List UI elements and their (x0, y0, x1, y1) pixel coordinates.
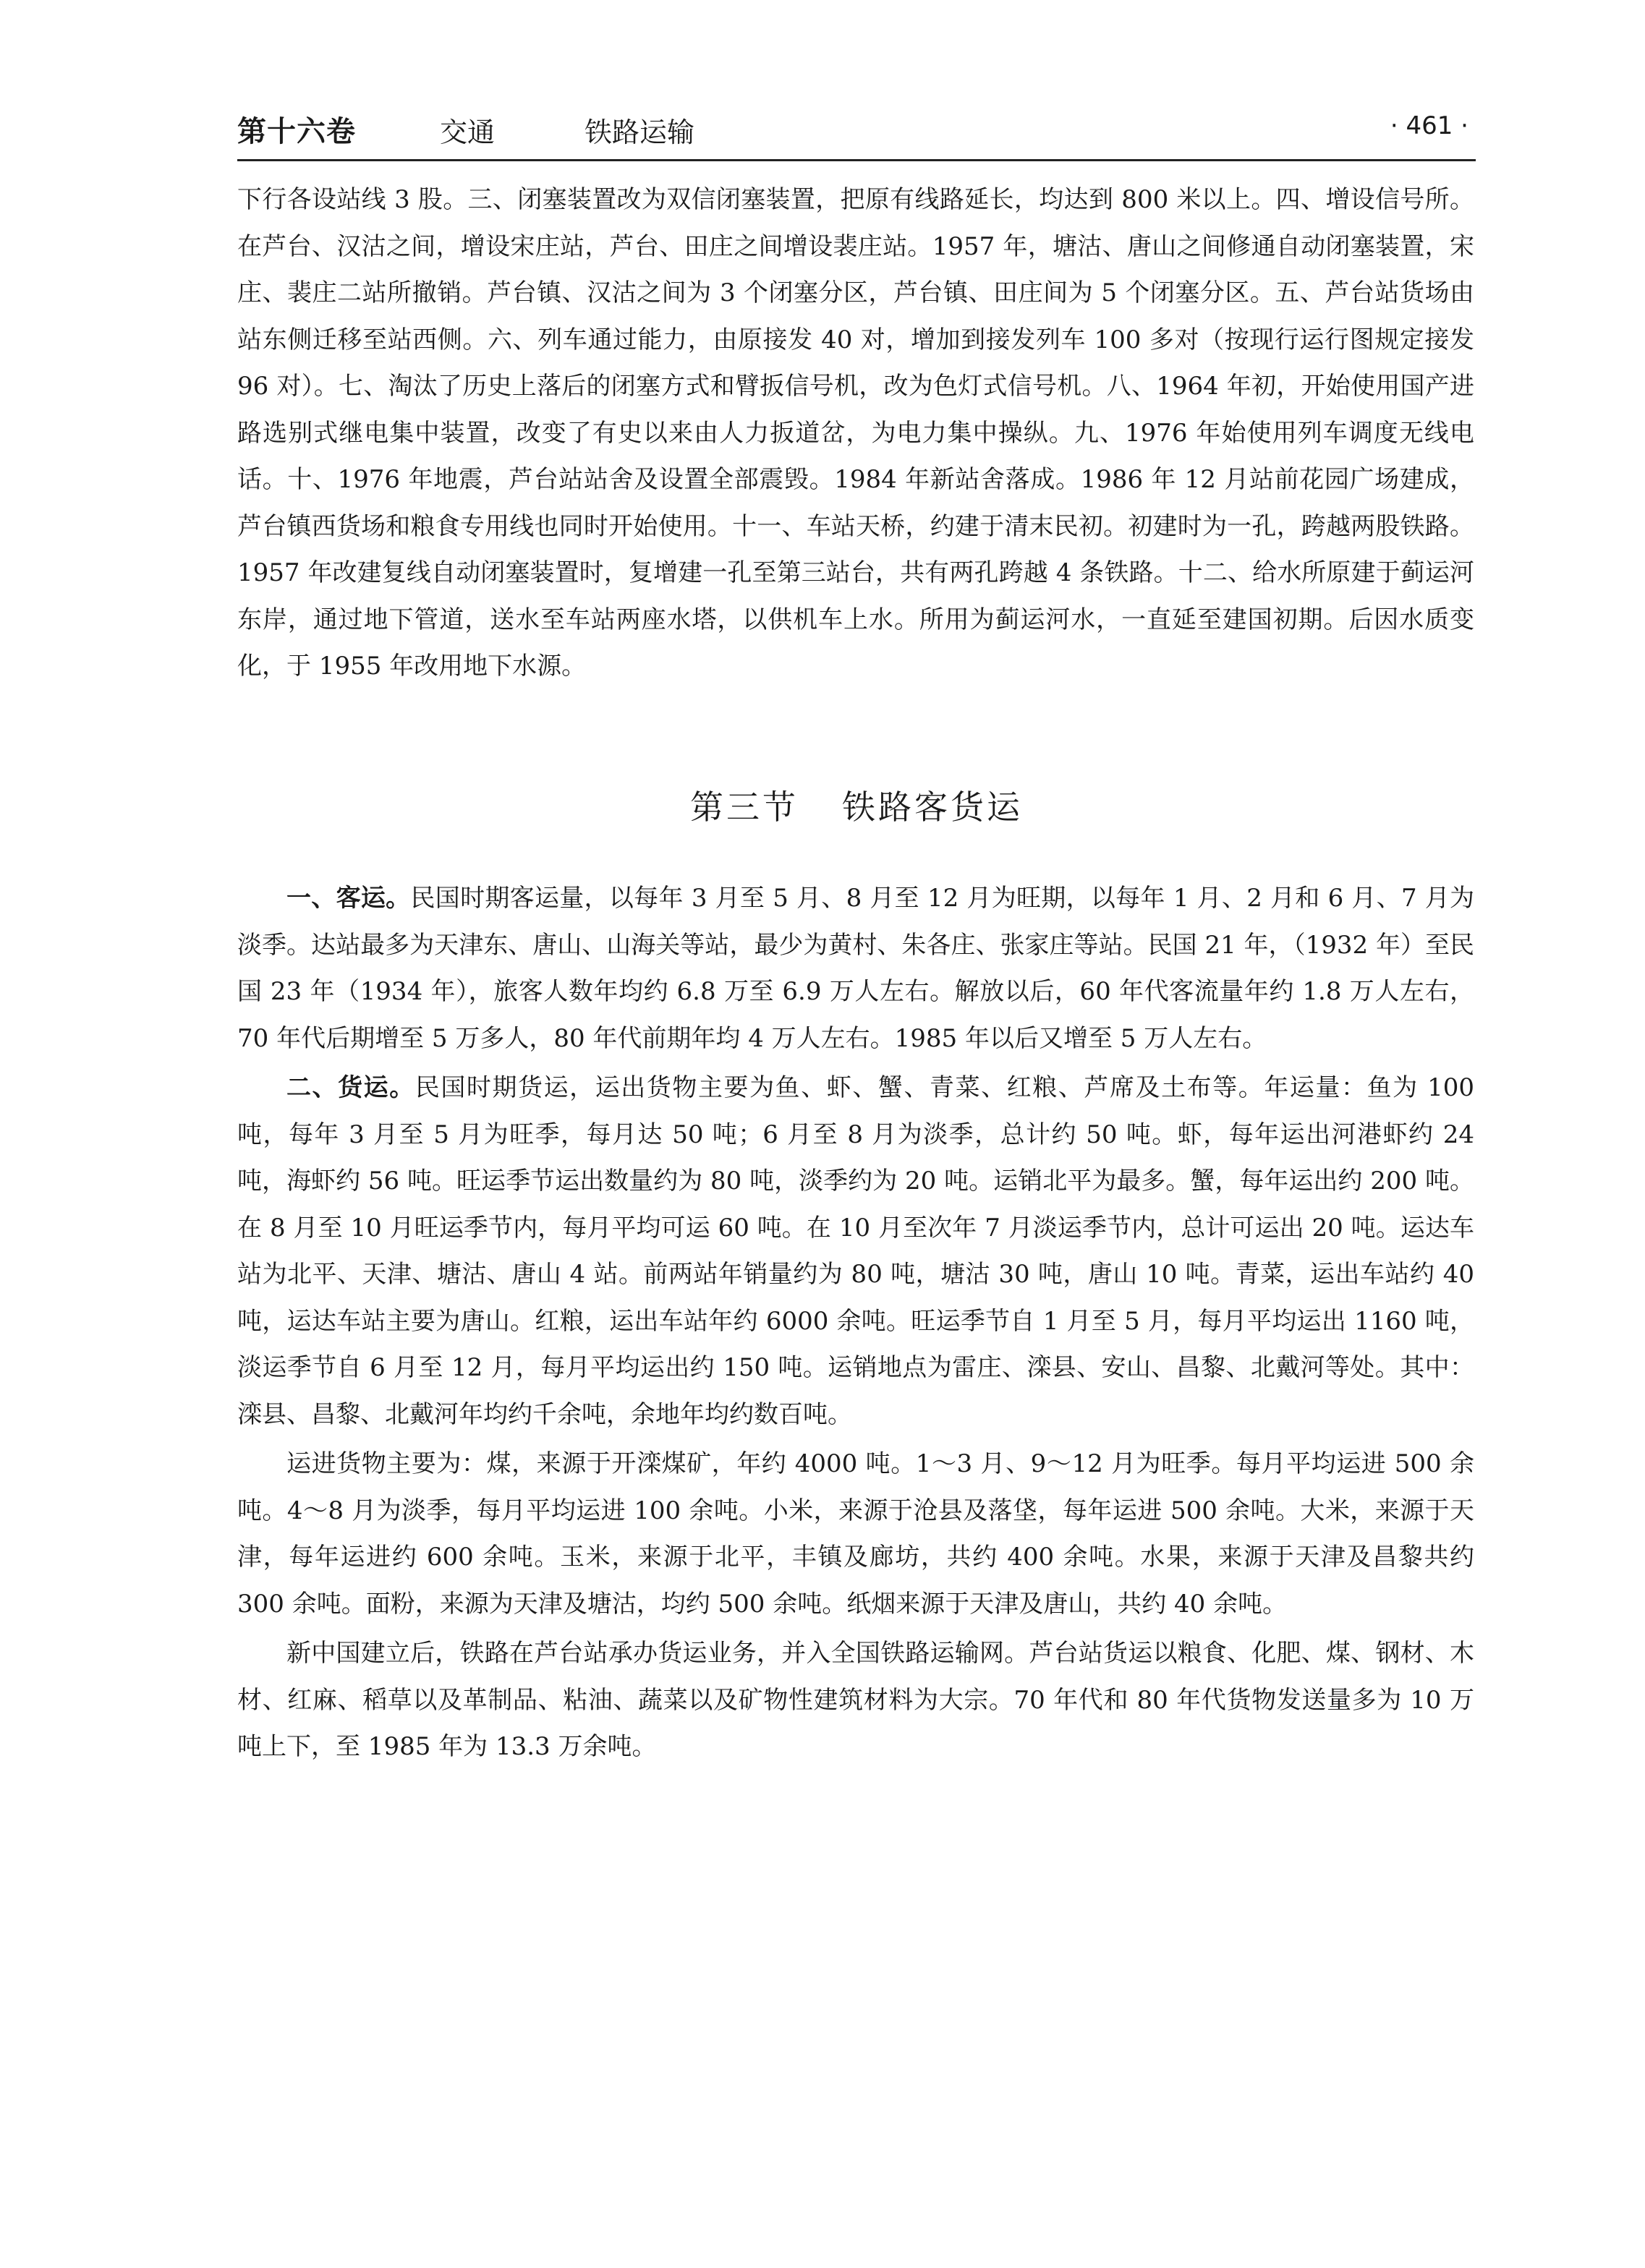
page-number: · 461 · (1390, 111, 1468, 140)
paragraph-text: 运进货物主要为：煤，来源于开滦煤矿，年约 4000 吨。1～3 月、9～12 月为旺季。每月平均运进 500 余吨。4～8 月为淡季，每月平均运进 100 余吨。小米，来源于沧县及落垡，每年运进 500 余吨。大米，来源于天津，每年运进约 600 余吨。玉米，来源于北平，丰镇及廊坊，共约 400 余吨。水果，来源于天津及昌黎共约 300 余吨。面粉，来源为天津及塘沽，均约 500 余吨。纸烟来源于天津及唐山，共约 40 余吨。 (237, 1449, 1474, 1619)
paragraph-text: 新中国建立后，铁路在芦台站承办货运业务，并入全国铁路运输网。芦台站货运以粮食、化肥、煤、钢材、木材、红麻、稻草以及革制品、粘油、蔬菜以及矿物性建筑材料为大宗。70 年代和 80 年代货物发送量多为 10 万吨上下，至 1985 年为 13.3 万余吨。 (237, 1639, 1474, 1761)
section-number: 第三节 (690, 788, 799, 827)
section-body (237, 875, 1474, 1770)
continuation-paragraph: 下行各设站线 3 股。三、闭塞装置改为双信闭塞装置，把原有线路延长，均达到 800 米以上。四、增设信号所。在芦台、汉沽之间，增设宋庄站，芦台、田庄之间增设裴庄站。1957 年，塘沽、唐山之间修通自动闭塞装置，宋庄、裴庄二站所撤销。芦台镇、汉沽之间为 3 个闭塞分区，芦台镇、田庄间为 5 个闭塞分区。五、芦台站货场由站东侧迁移至站西侧。六、列车通过能力，由原接发 40 对，增加到接发列车 100 多对（按现行运行图规定接发 96 对）。七、淘汰了历史上落后的闭塞方式和臂扳信号机，改为色灯式信号机。八、1964 年初，开始使用国产进路选别式继电集中装置，改变了有史以来由人力扳道岔，为电力集中操纵。九、1976 年始使用列车调度无线电话。十、1976 年地震，芦台站站舍及设置全部震毁。1984 年新站舍落成。1986 年 12 月站前花园广场建成，芦台镇西货场和粮食专用线也同时开始使用。十一、车站天桥，约建于清末民初。初建时为一孔，跨越两股铁路。1957 年改建复线自动闭塞装置时，复增建一孔至第三站台，共有两孔跨越 4 条铁路。十二、给水所原建于蓟运河东岸，通过地下管道，送水至车站两座水塔，以供机车上水。所用为蓟运河水，一直延至建国初期。后因水质变化，于 1955 年改用地下水源。 (237, 185, 1474, 681)
paragraph-inbound-goods (237, 1441, 1474, 1627)
section-heading (237, 781, 1476, 829)
continuation-text-block (237, 176, 1474, 690)
paragraph-lead: 二、货运。 (286, 1073, 415, 1102)
section-label-transport: 交通 (440, 116, 496, 148)
paragraph-lead: 一、客运。 (286, 884, 411, 913)
section-label-railway: 铁路运输 (585, 116, 695, 148)
running-header (237, 108, 1476, 152)
paragraph-freight (237, 1065, 1474, 1438)
section-title: 铁路客货运 (842, 788, 1023, 827)
paragraph-text: 民国时期货运，运出货物主要为鱼、虾、蟹、青菜、红粮、芦席及土布等。年运量：鱼为 100 吨，每年 3 月至 5 月为旺季，每月达 50 吨；6 月至 8 月为淡季，总计约 50 吨。虾，每年运出河港虾约 24 吨，海虾约 56 吨。旺运季节运出数量约为 80 吨，淡季约为 20 吨。运销北平为最多。蟹，每年运出约 200 吨。在 8 月至 10 月旺运季节内，每月平均可运 60 吨。在 10 月至次年 7 月淡运季节内，总计可运出 20 吨。运达车站为北平、天津、塘沽、唐山 4 站。前两站年销量约为 80 吨，塘沽 30 吨，唐山 10 吨。青菜，运出车站约 40 吨，运达车站主要为唐山。红粮，运出车站年约 6000 余吨。旺运季节自 1 月至 5 月，每月平均运出 1160 吨，淡运季节自 6 月至 12 月，每月平均运出约 150 吨。运销地点为雷庄、滦县、安山、昌黎、北戴河等处。其中：滦县、昌黎、北戴河年均约千余吨，余地年均约数百吨。 (237, 1073, 1474, 1429)
paragraph-passenger (237, 875, 1474, 1062)
header-rule (237, 159, 1476, 161)
paragraph-new-china (237, 1630, 1474, 1770)
volume-label: 第十六卷 (237, 115, 356, 148)
paragraph-text: 民国时期客运量，以每年 3 月至 5 月、8 月至 12 月为旺期，以每年 1 月、2 月和 6 月、7 月为淡季。达站最多为天津东、唐山、山海关等站，最少为黄村、朱各庄、张家庄等站。民国 21 年，（1932 年）至民国 23 年（1934 年），旅客人数年均约 6.8 万至 6.9 万人左右。解放以后，60 年代客流量年约 1.8 万人左右，70 年代后期增至 5 万多人，80 年代前期年均 4 万人左右。1985 年以后又增至 5 万人左右。 (237, 884, 1474, 1053)
